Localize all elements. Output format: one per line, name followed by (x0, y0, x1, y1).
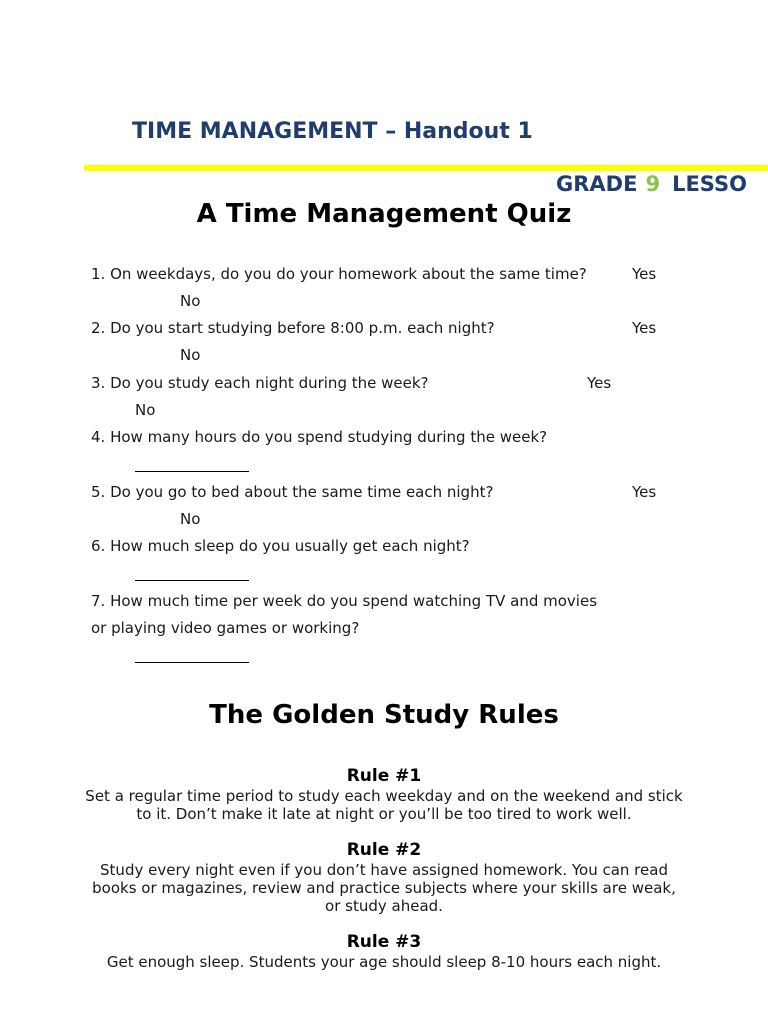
quiz-question-6: 6. How much sleep do you usually get each night? (91, 537, 470, 555)
answer-blank-4[interactable] (135, 471, 249, 472)
answer-yes-2[interactable]: Yes (632, 319, 657, 337)
rule-heading: Rule #1 (346, 766, 422, 786)
answer-yes-3[interactable]: Yes (587, 374, 612, 392)
answer-blank-7[interactable] (135, 662, 249, 663)
rule-heading: Rule #2 (346, 840, 422, 860)
rule-body: Set a regular time period to study each weekday and on the weekend and stick to it. Don’t make it late at night or you’ll be too tired to work well. (85, 787, 683, 823)
lesson-label: LESSO (672, 172, 747, 196)
rules-title: The Golden Study Rules (209, 700, 559, 730)
answer-no-5[interactable]: No (180, 510, 201, 528)
quiz-question-7-line-1: 7. How much time per week do you spend watching TV and movies (91, 592, 598, 610)
quiz-question-3: 3. Do you study each night during the week? (91, 374, 429, 392)
answer-yes-1[interactable]: Yes (632, 265, 657, 283)
quiz-question-2: 2. Do you start studying before 8:00 p.m. each night? (91, 319, 495, 337)
rule-block-1 (84, 765, 684, 823)
grade-label: GRADE (556, 172, 638, 196)
answer-yes-5[interactable]: Yes (632, 483, 657, 501)
quiz-question-5: 5. Do you go to bed about the same time each night? (91, 483, 494, 501)
quiz-question-4: 4. How many hours do you spend studying during the week? (91, 428, 548, 446)
answer-no-1[interactable]: No (180, 292, 201, 310)
rule-block-3 (84, 931, 684, 971)
quiz-question-1: 1. On weekdays, do you do your homework about the same time? (91, 265, 587, 283)
rule-heading: Rule #3 (346, 932, 422, 952)
rule-block-2 (84, 839, 684, 915)
handout-title: TIME MANAGEMENT – Handout 1 (132, 119, 533, 144)
answer-blank-6[interactable] (135, 580, 249, 581)
rule-body: Study every night even if you don’t have assigned homework. You can read books or magazines, review and practice subjects where your skills are weak, or study ahead. (92, 861, 676, 915)
rule-body: Get enough sleep. Students your age should sleep 8-10 hours each night. (106, 953, 662, 971)
quiz-question-7-line-2: or playing video games or working? (91, 619, 360, 637)
answer-no-3[interactable]: No (135, 401, 156, 419)
answer-no-2[interactable]: No (180, 346, 201, 364)
grade-lesson-banner (556, 172, 747, 196)
quiz-title: A Time Management Quiz (196, 199, 572, 229)
grade-number: 9 (645, 172, 661, 196)
header-divider (84, 165, 768, 171)
